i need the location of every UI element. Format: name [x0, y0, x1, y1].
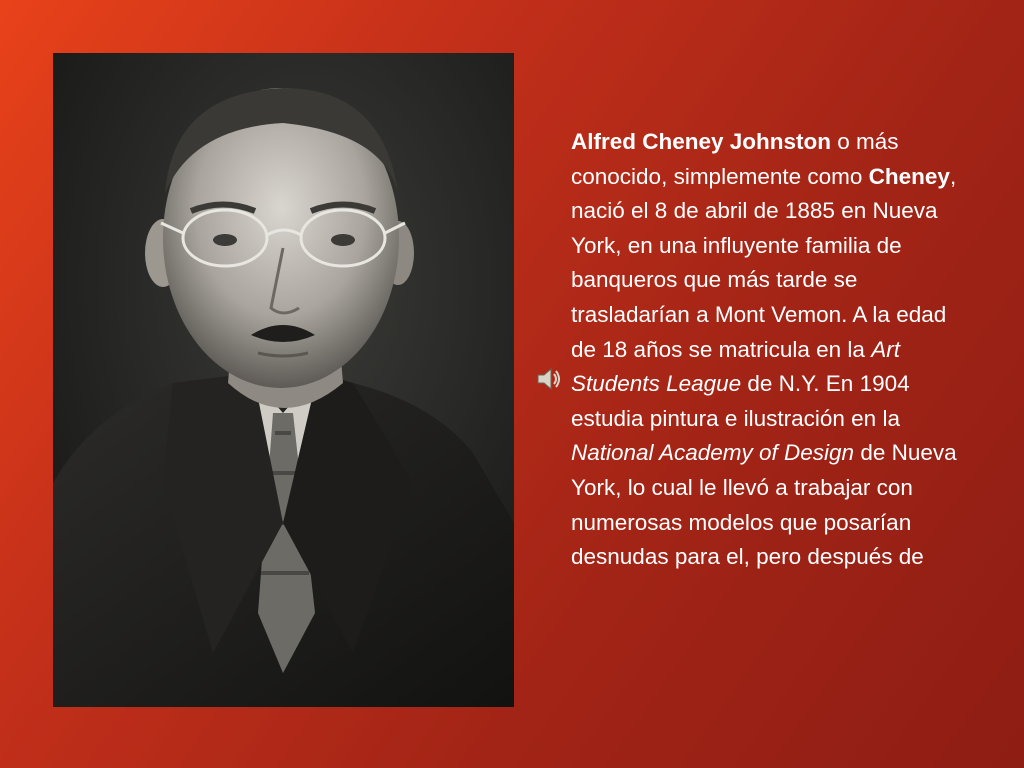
speaker-icon[interactable]	[534, 365, 562, 393]
portrait-illustration	[53, 53, 514, 707]
bio-text-4: de Nueva York, lo cual le llevó a trabajar con numerosas modelos que posarían desnudas para el, pero después de	[571, 440, 957, 570]
bio-text-1: o más conocido, simplemente como	[571, 129, 899, 189]
bio-nickname: Cheney	[868, 163, 950, 189]
bio-text-2: , nació el 8 de abril de 1885 en Nueva York, en una influyente familia de banqueros que más tarde se trasladarían a Mont Vemon. A la edad de 18 años se matricula en la	[571, 163, 957, 362]
bio-name: Alfred Cheney Johnston	[571, 129, 832, 154]
bio-national-academy: National Academy of Design	[571, 440, 855, 466]
bio-text-3: de N.Y. En 1904 estudia pintura e ilustración en la	[571, 371, 910, 431]
biography-text	[571, 125, 961, 575]
bio-art-students-league: Art Students League	[571, 336, 900, 397]
portrait-photo	[53, 53, 514, 707]
